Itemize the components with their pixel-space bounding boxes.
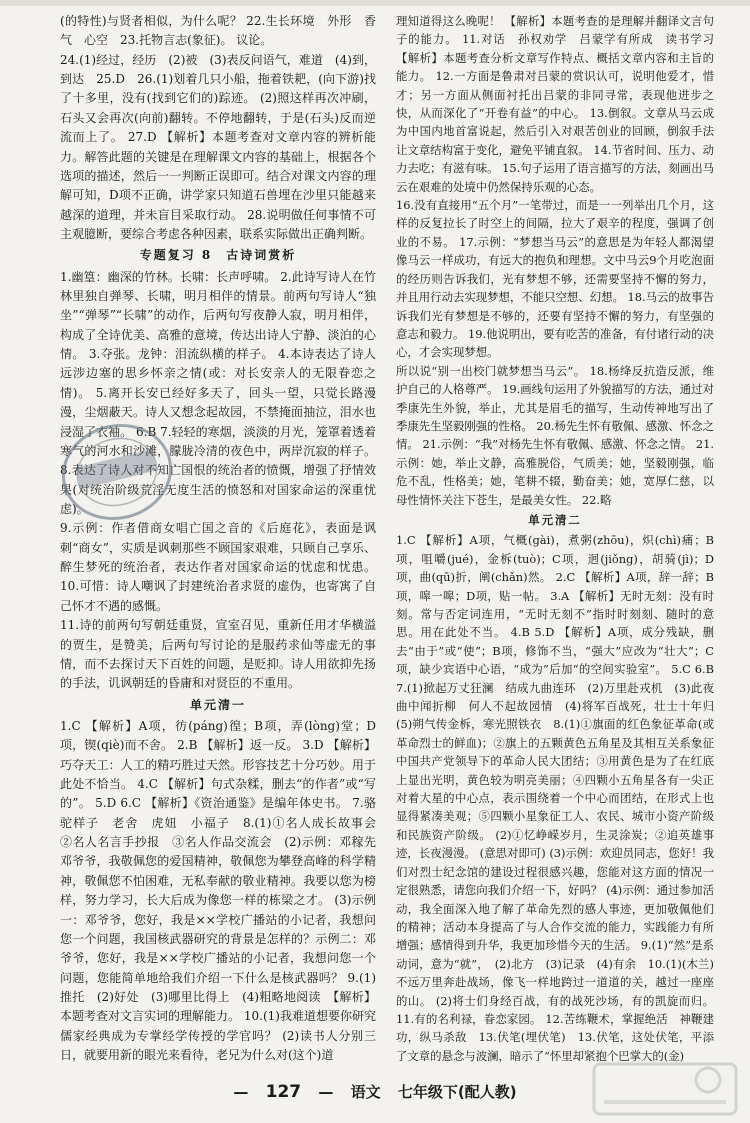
right-column: [396, 12, 726, 1065]
answer-paragraph: 16.没有直接用“五个月”一笔带过，而是一一列举出几个月，这样的反复拉长了时空上的间隔，拉大了艰辛的程度，强调了创业的不易。 17.示例：“梦想当马云”的意思是为年轻人都渴望像马云一样成功，有远大的抱负和理想。文中马云9个月吃泡面的经历则告诉我们，光有梦想不够，还需要坚持不懈的努力，并且用行动去实现梦想，不能只空想、幻想。 18.马云的故事告诉我们光有梦想是不够的，还要有坚持不懈的努力，有坚强的意志和毅力。 19.他说明出，要有吃苦的准备，有付诸行动的决心，才会实现梦想。: [396, 198, 714, 360]
answer-paragraph: 所以说“别一出校门就梦想当马云”。 18.杨绛反抗造反派，维护自己的人格尊严。 19.画线句运用了外貌描写的方法，通过对季康先生外貌，举止，尤其是眉毛的描写，生动传神地写出了季康先生坚毅刚强的性格。 20.杨先生怀有敬佩、感激、怀念之情。 21.示例：“我”对杨先生怀有敬佩、感激、怀念之情。 21.示例：她，举止文静，高雅脱俗，气质美；她，坚毅刚强，临危不乱，性格美；她，笔耕不辍，勤奋美；她，宽厚仁慈，以母性情怀关注下苍生，是最美女性。 22.略: [396, 363, 714, 507]
top-edge-strip: [0, 0, 750, 6]
answer-paragraph: 11.诗的前两句写朝廷重贤，宣室召见，重新任用才华横溢的贾生，是赞美，后两句写讨论的是服药求仙等虚无的事情，而不去探讨天下百姓的问题，是贬抑。诗人用欲抑先扬的手法，讥讽朝廷的昏庸和对贤臣的不重用。: [60, 618, 376, 691]
answer-paragraph: 理知道得这么晚呢！ 【解析】本题考查的是理解并翻译文言句子的能力。 11.对话 孙权劝学 吕蒙学有所成 读书学习 【解析】本题考查分析文章写作特点、概括文章内容和主旨的能力。 12.一方面是鲁肃对吕蒙的赏识认可，说明他爱才，惜才；另一方面从侧面衬托出吕蒙的非同寻常，表现他进步之快，从而深化了“开卷有益”的中心。 13.倒叙。文章从马云成为中国内地首富说起，然后引入对艰苦创业的回顾，倒叙手法让文章结构富于变化，避免平铺直叙。 14.节省时间、压力、动力去吃；有滋有味。 15.句子运用了语言描写的方法，刻画出马云在艰难的处境中仍然保持乐观的心态。: [396, 14, 726, 194]
answer-paragraph: (的特性)与贤者相似，为什么呢？ 22.生长环境 外形 香气 心空 23.托物言志(象征)。 议论。: [60, 14, 376, 48]
section-title: 专题复习 8 古诗词赏析: [139, 248, 297, 263]
left-column: [60, 12, 389, 1065]
section-title: 单元清二: [528, 512, 582, 527]
page-footer: — 127 — 语文 七年级下(配人教): [233, 1082, 517, 1102]
answer-paragraph: 24.(1)经过，经历 (2)被 (3)表反问语气，难道 (4)到，到达 25.D 26.(1)划着几只小船，拖着铁耙，(向下游)找了十多里，没有(找到它们的)踪迹。 (2)照这样再次冲刷，石头又会再次(向前)翻转。不停地翻转，于是(石头)反而逆流而上了。 27.D 【解析】本题考查对文章内容的辨析能力。解答此题的关键是在理解课文内容的基础上，根据各个选项的描述，然后一一判断正误即可。结合对课文内容的理解可知，D项不正确，讲学家只知道石兽埋在沙里只能越来越深的道理，并未盲目采取行动。 28.说明做任何事情不可主观臆断，要综合考虑各种因素，联系实际做出正确判断。: [60, 52, 376, 241]
footer-subject: 语文: [350, 1083, 381, 1101]
section-title: 单元清一: [189, 697, 246, 712]
answer-paragraph: 1.幽篁：幽深的竹林。长啸：长声呼啸。 2.此诗写诗人在竹林里独自弹琴、长啸，明月相伴的情景。前两句写诗人“独坐”“弹琴”“长啸”的动作，后两句写夜静人寂，明月相伴，构成了全诗优美、高雅的意境，传达出诗人宁静、淡泊的心情。 3.夺张。龙钟：泪流纵横的样子。 4.本诗表达了诗人远涉边塞的思乡怀亲之情(或：对长安亲人的无限眷恋之情)。 5.离开长安已经好多天了，回头一望，只觉长路漫漫，尘烟蔽天。诗人又想念起故园，不禁掩面抽泣，泪水也浸湿了衣袖。 6.B 7.轻轻的寒烟，淡淡的月光，笼罩着透着寒气的河水和沙滩，朦胧冷清的夜色中，两岸沉寂的样子。 8.表达了诗人对不知亡国恨的统治者的愤慨，增强了抒情效果(对统治阶级荒淫无度生活的愤怒和对国家命运的深重忧虑)。: [60, 269, 376, 516]
answer-paragraph: 9.示例：作者借商女唱亡国之音的《后庭花》，表面是讽刺“商女”，实质是讽刺那些不顾国家艰难，只顾自己享乐、醉生梦死的统治者，表达作者对国家命运的忧虑和忧患。 10.可惜：诗人嘲讽了封建统治者求贤的虚伪，也寄寓了自己怀才不遇的感慨。: [60, 521, 376, 613]
page-number: 127: [265, 1082, 302, 1102]
answer-paragraph: 1.C 【解析】A项，彷(páng)徨；B项，弄(lòng)堂；D项，锲(qiè)而不舍。 2.B 【解析】返一反。 3.D 【解析】巧夺天工：人工的精巧胜过天然。形容技艺十分巧妙。用于此处不恰当。 4.C 【解析】句式杂糅，删去“的作者”或“写的”。 5.D 6.C 【解析】《资治通鉴》是编年体史书。 7.骆驼样子 老舍 虎妞 小福子 8.(1)①名人成长故事会 ②名人名言手抄报 ③名人作品交流会 (2)示例：邓稼先 邓爷爷，我敬佩您的爱国精神，敬佩您为攀登高峰的科学精神，敬佩您不怕困难，无私奉献的敬业精神。我要以您为榜样，努力学习，长大后成为像您一样的栋梁之才。 (3)示例一：邓爷爷，您好，我是××学校广播站的小记者，我想问您一个问题，我国核武器研究的背景是怎样的？示例二：邓爷爷，您好，我是××学校广播站的小记者，我想问您一个问题，您能简单地给我们介绍一下什么是核武器吗？ 9.(1)推托 (2)好处 (3)哪里比得上 (4)粗略地阅读 【解析】本题考查对文言实词的理解能力。 10.(1)我难道想要你研究儒家经典成为专掌经学传授的学官吗？ (2)读书人分别三日，就要用新的眼光来看待，老兄为什么对(这个)道: [60, 718, 389, 1063]
footer-grade: 七年级下(配人教): [397, 1083, 517, 1101]
answer-paragraph: 1.C 【解析】A项，气概(gài)，煮粥(zhōu)，炽(chì)痛；B项，咀嚼(jué)，金柝(tuò)；C项，迥(jiǒng)，胡骑(jì)；D项，曲(qū)折，阐(chǎn)然。 2.C 【解析】A项，辞一辞；B项，嗥一嗥；D项，贴一帖。 3.A 【解析】无时无刻：没有时刻。常与否定词连用，“无时无刻不”指时时刻刻、随时的意思。用在此处不当。 4.B 5.D 【解析】A项，成分残缺，删去“由于”或“使”；B项，修饰不当，“强大”应改为“壮大”；C项，缺少宾语中心语，“成为”后加“的空间实验室”。 5.C 6.B 7.(1)掀起万丈狂澜 结成九曲连环 (2)万里赴戎机 (3)此夜曲中闻折柳 何人不起故园情 (4)将军百战死，壮士十年归 (5)朔气传金柝，寒光照铁衣 8.(1)①旗面的红色象征革命(或革命烈士的鲜血)；②旗上的五颗黄色五角星及其相互关系象征中国共产党领导下的革命人民大团结；③用黄色是为了在红底上显出光明，黄色较为明亮美丽；④四颗小五角星各有一尖正对着大星的中心点，表示围绕着一个中心而团结，在形式上也显得紧凑美观；⑤四颗小星象征工人、农民、城市小资产阶级和民族资产阶级。 (2)①忆峥嵘岁月，生灵涂炭；②追英雄事迹，长夜漫漫。 (意思对即可) (3)示例：欢迎员同志，您好！我们对烈士纪念馆的建设过程很感兴趣，您能对这方面的情况一定很熟悉，请您向我们介绍一下，好吗？ (4)示例：通过参加活动，我全面深入地了解了革命先烈的感人事迹，更加敬佩他们的精神；活动本身提高了与人合作交流的能力，实践能力有所增强；感情得到升华，我更加珍惜今天的生活。 9.(1)“然”是系动词，意为“就”， (2)北方 (3)记录 (4)有余 10.(1)(木兰)不远万里奔赴战场，像飞一样地跨过一道道的关，越过一座座的山。 (2)将士们身经百战，有的战死沙场，有的凯旋而归。 11.有的名利禄，眷恋家园。 12.苦练鞭术，掌握绝活 神鞭建功，纵马杀敌 13.伏笔(埋伏笔) 13.伏笔，这处伏笔，平添了文章的悬念与波澜，暗示了“怀里却紧抱个巴掌大的(金): [396, 533, 726, 1063]
